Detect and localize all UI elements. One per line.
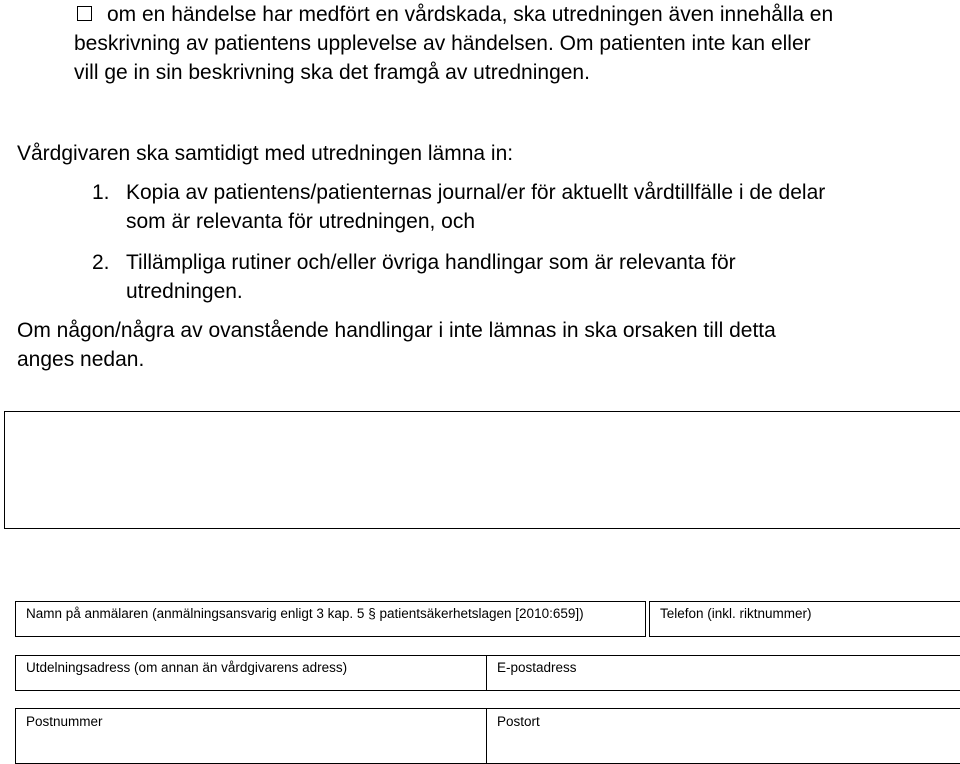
phone-label: Telefon (inkl. riktnummer): [660, 606, 812, 621]
vardskada-checkbox[interactable]: [77, 6, 92, 21]
intro-line-3: vill ge in sin beskrivning ska det framgå av utredningen.: [74, 61, 590, 84]
email-label: E-postadress: [497, 660, 577, 675]
list-item-number: 2.: [92, 251, 110, 274]
note-line-2: anges nedan.: [17, 348, 145, 371]
intro-line-2: beskrivning av patientens upplevelse av händelsen. Om patienten inte kan eller: [74, 32, 811, 55]
note-line-1: Om någon/några av ovanstående handlingar i inte lämnas in ska orsaken till detta: [17, 319, 776, 342]
list-item-number: 1.: [92, 181, 110, 204]
city-label: Postort: [497, 714, 540, 729]
postcode-label: Postnummer: [26, 714, 103, 729]
reason-textbox[interactable]: [4, 411, 960, 529]
list-item-line: Kopia av patientens/patienternas journal/er för aktuellt vårdtillfälle i de delar: [126, 181, 826, 204]
list-item-line: som är relevanta för utredningen, och: [126, 210, 476, 233]
list-item-line: Tillämpliga rutiner och/eller övriga handlingar som är relevanta för: [126, 251, 736, 274]
intro-line-1: om en händelse har medfört en vårdskada, ska utredningen även innehålla en: [107, 3, 834, 26]
address-label: Utdelningsadress (om annan än vårdgivarens adress): [26, 660, 348, 675]
city-field[interactable]: [486, 708, 960, 764]
reporter-name-label: Namn på anmälaren (anmälningsansvarig enligt 3 kap. 5 § patientsäkerhetslagen [2010:659]): [26, 606, 584, 621]
list-item-line: utredningen.: [126, 280, 243, 303]
attachments-heading: Vårdgivaren ska samtidigt med utredningen lämna in:: [17, 142, 514, 165]
